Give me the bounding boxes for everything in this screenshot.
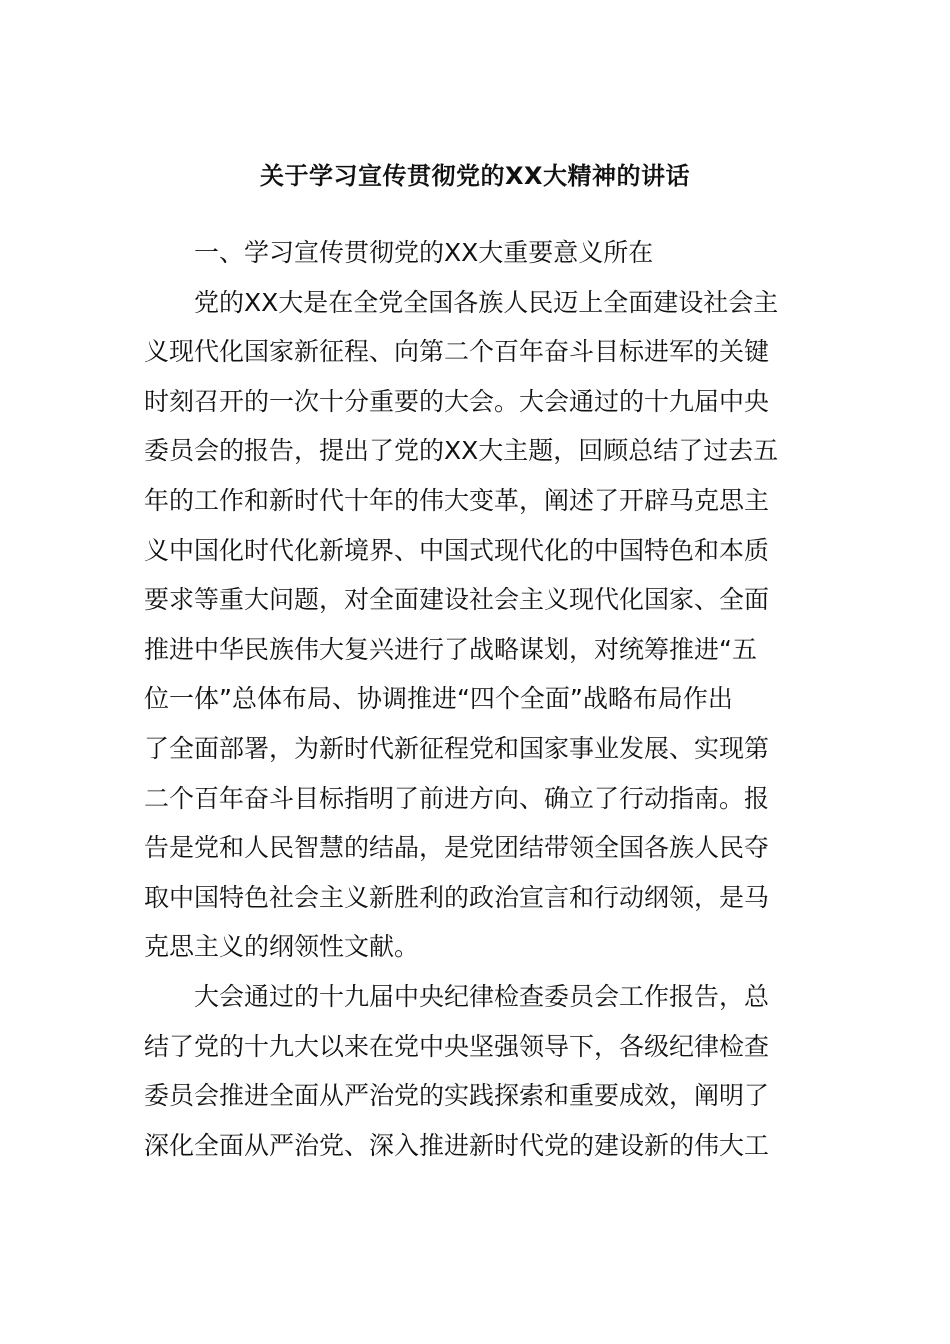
paragraph-line: 委员会的报告，提出了党的XX大主题，回顾总结了过去五 (144, 436, 779, 466)
paragraph-1 (144, 278, 806, 972)
paragraph-line: 时刻召开的一次十分重要的大会。大会通过的十九届中央 (144, 386, 770, 416)
paragraph-line: 克思主义的纲领性文献。 (144, 932, 420, 962)
section-heading (144, 228, 806, 278)
document-body (144, 228, 806, 1170)
paragraph-2 (144, 972, 806, 1170)
paragraph-line: 推进中华民族伟大复兴进行了战略谋划，对统筹推进“五 (144, 634, 757, 664)
paragraph-line: 大会通过的十九届中央纪律检查委员会工作报告，总 (194, 981, 770, 1011)
paragraph-line: 义现代化国家新征程、向第二个百年奋斗目标进军的关键 (144, 337, 770, 367)
paragraph-line: 义中国化时代化新境界、中国式现代化的中国特色和本质 (144, 535, 770, 565)
heading-line: 一、学习宣传贯彻党的XX大重要意义所在 (194, 238, 654, 267)
paragraph-line: 二个百年奋斗目标指明了前进方向、确立了行动指南。报 (144, 783, 770, 813)
paragraph-line: 深化全面从严治党、深入推进新时代党的建设新的伟大工 (144, 1130, 770, 1160)
paragraph-line: 位一体”总体布局、协调推进“四个全面”战略布局作出 (144, 684, 733, 714)
paragraph-line: 取中国特色社会主义新胜利的政治宣言和行动纲领，是马 (144, 882, 770, 912)
paragraph-line: 要求等重大问题，对全面建设社会主义现代化国家、全面 (144, 585, 770, 615)
paragraph-line: 党的XX大是在全党全国各族人民迈上全面建设社会主 (194, 287, 779, 317)
document-title: 关于学习宣传贯彻党的XX大精神的讲话 (259, 162, 690, 190)
paragraph-line: 结了党的十九大以来在党中央坚强领导下，各级纪律检查 (144, 1031, 770, 1061)
paragraph-line: 年的工作和新时代十年的伟大变革，阐述了开辟马克思主 (144, 485, 770, 515)
paragraph-line: 了全面部署，为新时代新征程党和国家事业发展、实现第 (144, 733, 770, 763)
paragraph-line: 委员会推进全面从严治党的实践探索和重要成效，阐明了 (144, 1081, 770, 1111)
paragraph-line: 告是党和人民智慧的结晶，是党团结带领全国各族人民夺 (144, 833, 770, 863)
